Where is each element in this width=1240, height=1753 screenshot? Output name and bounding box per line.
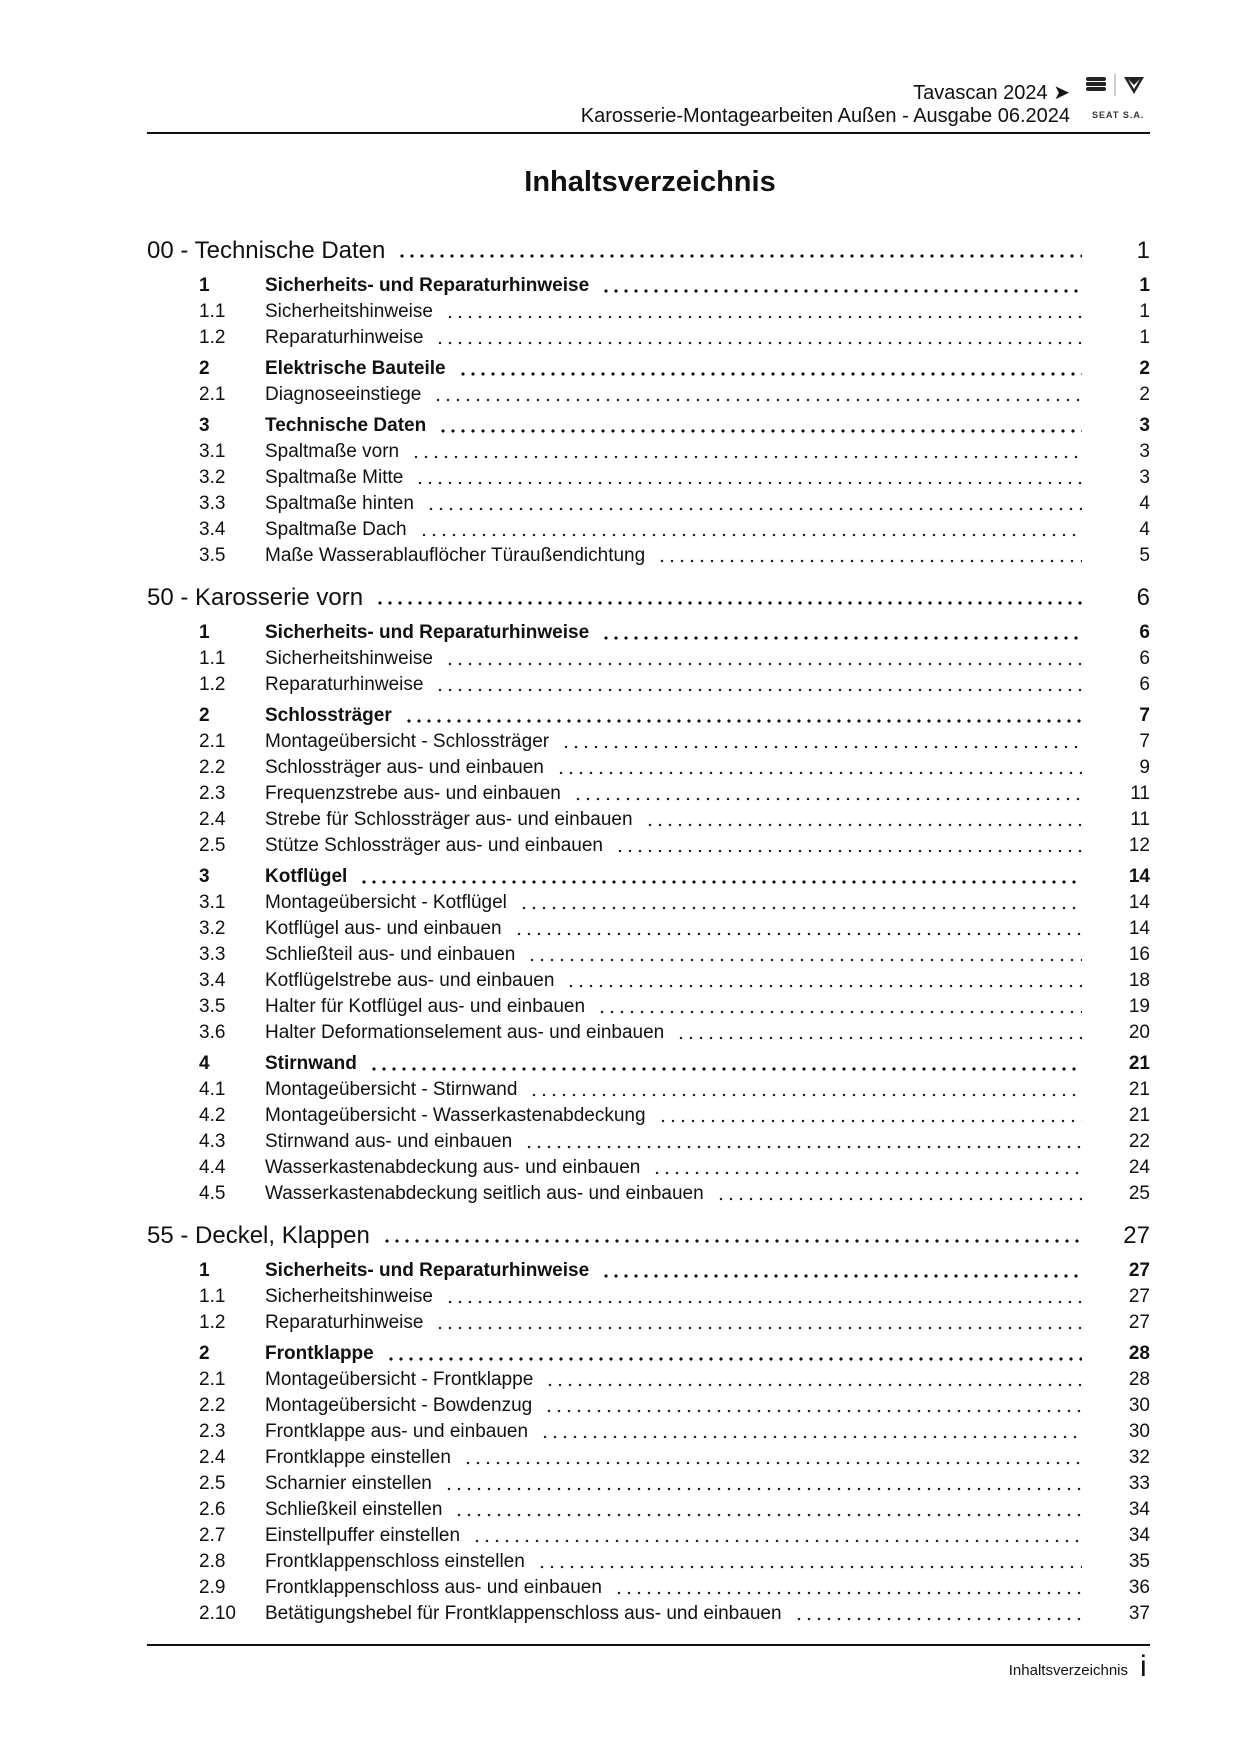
toc-entry-label: Scharnier einstellen: [265, 1473, 432, 1494]
toc-entry-page: 3: [1139, 415, 1150, 436]
toc-entry-number: 2.6: [199, 1499, 226, 1520]
toc-entry-number: 2.3: [199, 783, 226, 804]
dot-leader: [435, 341, 1082, 345]
toc-entry-number: 3.3: [199, 944, 226, 965]
toc-entry-page: 6: [1139, 622, 1150, 643]
toc-entry-sec[interactable]: [147, 273, 1150, 299]
toc-entry-page: 27: [1123, 1222, 1150, 1249]
toc-entry-label: Montageübersicht - Frontklappe: [265, 1369, 534, 1390]
dot-leader: [652, 1171, 1082, 1175]
dot-leader: [561, 745, 1082, 749]
dot-leader: [529, 1093, 1082, 1097]
toc-entry-number: 3.1: [199, 892, 226, 913]
dot-leader: [614, 1591, 1082, 1595]
toc-entry-sub[interactable]: [147, 890, 1150, 916]
dot-leader: [397, 254, 1082, 258]
dot-leader: [537, 1565, 1082, 1569]
toc-entry-label: Montageübersicht - Schlossträger: [265, 731, 550, 752]
toc-entry-page: 9: [1139, 757, 1150, 778]
model-text: Tavascan 2024: [913, 82, 1048, 104]
toc-entry-label: Reparaturhinweise: [265, 1312, 424, 1333]
toc-entry-chap[interactable]: [147, 234, 1150, 268]
toc-entry-number: 1: [199, 1260, 210, 1281]
dot-leader: [415, 481, 1082, 485]
dot-leader: [524, 1145, 1082, 1149]
dot-leader: [369, 1067, 1082, 1071]
toc-entry-number: 3.6: [199, 1022, 226, 1043]
toc-entry-label: Spaltmaße Dach: [265, 519, 407, 540]
page-title: Inhaltsverzeichnis: [524, 166, 776, 198]
toc-entry-label: Frequenzstrebe aus- und einbauen: [265, 783, 561, 804]
toc-entry-label: Spaltmaße hinten: [265, 493, 414, 514]
toc-entry-page: 5: [1139, 545, 1150, 566]
toc-entry-number: 1.2: [199, 327, 226, 348]
toc-entry-page: 14: [1128, 918, 1150, 939]
toc-entry-label: Frontklappe aus- und einbauen: [265, 1421, 529, 1442]
toc-entry-label: Wasserkastenabdeckung seitlich aus- und einbauen: [265, 1183, 704, 1204]
toc-entry-label: Sicherheits- und Reparaturhinweise: [265, 622, 590, 643]
toc-entry-page: 6: [1136, 584, 1150, 611]
toc-entry-sub[interactable]: [147, 439, 1150, 465]
toc-entry-number: 3.2: [199, 918, 226, 939]
header-rule: [147, 132, 1150, 134]
toc-entry-label: Reparaturhinweise: [265, 327, 424, 348]
dot-leader: [359, 880, 1082, 884]
toc-entry-sub[interactable]: [147, 1575, 1150, 1601]
footer-section: Inhaltsverzeichnis: [1008, 1662, 1128, 1679]
toc-entry-label: Schließkeil einstellen: [265, 1499, 443, 1520]
toc-entry-sub[interactable]: [147, 916, 1150, 942]
header-subtitle: Karosserie-Montagearbeiten Außen - Ausgabe 06.2024: [580, 105, 1070, 127]
toc-entry-number: 2.1: [199, 1369, 226, 1390]
toc-entry-sub[interactable]: [147, 543, 1150, 569]
toc-entry-sub[interactable]: [147, 1601, 1150, 1627]
toc-entry-sub[interactable]: [147, 465, 1150, 491]
toc-entry-sub[interactable]: [147, 807, 1150, 833]
dot-leader: [716, 1197, 1082, 1201]
toc-entry-sub[interactable]: [147, 968, 1150, 994]
dot-leader: [438, 429, 1082, 433]
toc-entry-label: Stirnwand aus- und einbauen: [265, 1131, 513, 1152]
toc-entry-label: Montageübersicht - Kotflügel: [265, 892, 507, 913]
toc-entry-number: 2: [199, 1343, 210, 1364]
toc-entry-page: 19: [1128, 996, 1150, 1017]
toc-entry-page: 34: [1128, 1525, 1150, 1546]
dot-leader: [433, 398, 1082, 402]
dot-leader: [794, 1617, 1082, 1621]
toc-entry-number: 4: [199, 1053, 210, 1074]
toc-entry-sub[interactable]: [147, 1549, 1150, 1575]
toc-entry-label: 55 - Deckel, Klappen: [147, 1222, 370, 1249]
toc-entry-sub[interactable]: [147, 1310, 1150, 1336]
toc-entry-number: 2.8: [199, 1551, 226, 1572]
toc-entry-label: Kotflügelstrebe aus- und einbauen: [265, 970, 555, 991]
dot-leader: [463, 1461, 1082, 1465]
toc-entry-sub[interactable]: [147, 646, 1150, 672]
toc-entry-number: 1.2: [199, 1312, 226, 1333]
toc-entry-page: 30: [1128, 1395, 1150, 1416]
dot-leader: [645, 823, 1082, 827]
toc-entry-sub[interactable]: [147, 1367, 1150, 1393]
toc-entry-sub[interactable]: [147, 1497, 1150, 1523]
toc-entry-page: 18: [1128, 970, 1150, 991]
toc-entry-sec[interactable]: [147, 864, 1150, 890]
dot-leader: [601, 1274, 1082, 1278]
toc-entry-number: 2.4: [199, 1447, 226, 1468]
dot-leader: [657, 559, 1082, 563]
toc-entry-page: 1: [1136, 237, 1150, 264]
toc-entry-number: 2.5: [199, 835, 226, 856]
toc-entry-page: 28: [1128, 1369, 1150, 1390]
toc-entry-sec[interactable]: [147, 356, 1150, 382]
dot-leader: [566, 984, 1082, 988]
toc-entry-label: Schließteil aus- und einbauen: [265, 944, 516, 965]
toc-entry-label: Reparaturhinweise: [265, 674, 424, 695]
toc-entry-label: Stütze Schlossträger aus- und einbauen: [265, 835, 603, 856]
toc-entry-label: Spaltmaße vorn: [265, 441, 400, 462]
dot-leader: [658, 1119, 1082, 1123]
toc-entry-label: Schlossträger: [265, 705, 392, 726]
dot-leader: [386, 1357, 1082, 1361]
toc-entry-page: 21: [1128, 1105, 1150, 1126]
dot-leader: [435, 688, 1082, 692]
toc-entry-sec[interactable]: [147, 1258, 1150, 1284]
toc-entry-number: 3.4: [199, 519, 226, 540]
toc-entry-page: 24: [1128, 1157, 1150, 1178]
toc-entry-page: 1: [1139, 301, 1150, 322]
toc-entry-label: Sicherheitshinweise: [265, 1286, 433, 1307]
toc-entry-chap[interactable]: [147, 1219, 1150, 1253]
toc-entry-sub[interactable]: [147, 833, 1150, 859]
dot-leader: [527, 958, 1082, 962]
toc-entry-number: 2.7: [199, 1525, 226, 1546]
toc-entry-number: 3.2: [199, 467, 226, 488]
toc-entry-sec[interactable]: [147, 703, 1150, 729]
toc-entry-sub[interactable]: [147, 1129, 1150, 1155]
toc-entry-label: Halter für Kotflügel aus- und einbauen: [265, 996, 586, 1017]
toc-entry-number: 2: [199, 358, 210, 379]
toc-entry-number: 3.4: [199, 970, 226, 991]
toc-entry-number: 4.4: [199, 1157, 226, 1178]
dot-leader: [445, 662, 1082, 666]
dot-leader: [519, 906, 1082, 910]
toc-entry-label: Sicherheits- und Reparaturhinweise: [265, 275, 590, 296]
toc-entry-label: Technische Daten: [265, 415, 427, 436]
dot-leader: [597, 1010, 1082, 1014]
dot-leader: [545, 1383, 1082, 1387]
toc-entry-number: 2.3: [199, 1421, 226, 1442]
toc-entry-page: 4: [1139, 519, 1150, 540]
dot-leader: [514, 932, 1082, 936]
dot-leader: [573, 797, 1082, 801]
toc-entry-number: 2.5: [199, 1473, 226, 1494]
toc-entry-page: 16: [1128, 944, 1150, 965]
toc-entry-page: 28: [1128, 1343, 1150, 1364]
toc-entry-sec[interactable]: [147, 1051, 1150, 1077]
dot-leader: [544, 1409, 1082, 1413]
toc-entry-label: Sicherheits- und Reparaturhinweise: [265, 1260, 590, 1281]
toc-entry-page: 7: [1139, 731, 1150, 752]
dot-leader: [419, 533, 1082, 537]
toc-entry-number: 3: [199, 866, 210, 887]
toc-entry-number: 3.5: [199, 545, 226, 566]
toc-entry-page: 6: [1139, 674, 1150, 695]
dot-leader: [454, 1513, 1082, 1517]
toc-entry-sub[interactable]: [147, 1284, 1150, 1310]
toc-entry-sub[interactable]: [147, 1155, 1150, 1181]
toc-entry-label: Frontklappenschloss aus- und einbauen: [265, 1577, 602, 1598]
dot-leader: [444, 1487, 1082, 1491]
toc-entry-page: 1: [1139, 275, 1150, 296]
dot-leader: [382, 1239, 1082, 1243]
toc-entry-page: 34: [1128, 1499, 1150, 1520]
dot-leader: [540, 1435, 1082, 1439]
toc-entry-label: Strebe für Schlossträger aus- und einbauen: [265, 809, 633, 830]
toc-entry-number: 2.4: [199, 809, 226, 830]
toc-entry-sub[interactable]: [147, 729, 1150, 755]
toc-entry-label: Diagnoseeinstiege: [265, 384, 422, 405]
toc-entry-number: 1: [199, 622, 210, 643]
toc-entry-sec[interactable]: [147, 620, 1150, 646]
toc-entry-number: 4.1: [199, 1079, 226, 1100]
footer-page-number: i: [1140, 1650, 1147, 1683]
toc-entry-label: Montageübersicht - Stirnwand: [265, 1079, 518, 1100]
toc-entry-label: Kotflügel aus- und einbauen: [265, 918, 502, 939]
toc-entry-page: 21: [1128, 1079, 1150, 1100]
toc-entry-page: 32: [1128, 1447, 1150, 1468]
toc-entry-number: 2.2: [199, 1395, 226, 1416]
toc-entry-number: 2.1: [199, 384, 226, 405]
toc-entry-page: 27: [1128, 1260, 1150, 1281]
toc-entry-label: Stirnwand: [265, 1053, 357, 1074]
toc-entry-number: 4.5: [199, 1183, 226, 1204]
dot-leader: [435, 1326, 1082, 1330]
toc-entry-page: 6: [1139, 648, 1150, 669]
toc-entry-number: 3.5: [199, 996, 226, 1017]
toc-entry-page: 27: [1128, 1286, 1150, 1307]
toc-entry-label: Frontklappenschloss einstellen: [265, 1551, 525, 1572]
toc-entry-number: 3.3: [199, 493, 226, 514]
toc-entry-number: 4.3: [199, 1131, 226, 1152]
toc-entry-number: 1.1: [199, 648, 226, 669]
toc-entry-label: Elektrische Bauteile: [265, 358, 446, 379]
dot-leader: [556, 771, 1082, 775]
toc-entry-label: 00 - Technische Daten: [147, 237, 386, 264]
toc-entry-label: Sicherheitshinweise: [265, 301, 433, 322]
dot-leader: [375, 601, 1082, 605]
toc-entry-sub[interactable]: [147, 517, 1150, 543]
toc-entry-page: 3: [1139, 467, 1150, 488]
dot-leader: [601, 289, 1082, 293]
toc-entry-sub[interactable]: [147, 1103, 1150, 1129]
table-of-contents: [147, 234, 1150, 1627]
toc-entry-label: Kotflügel: [265, 866, 348, 887]
toc-entry-page: 14: [1128, 866, 1150, 887]
toc-entry-sub[interactable]: [147, 755, 1150, 781]
toc-entry-number: 1.1: [199, 301, 226, 322]
toc-entry-page: 7: [1139, 705, 1150, 726]
toc-entry-number: 2.9: [199, 1577, 226, 1598]
dot-leader: [676, 1036, 1082, 1040]
toc-entry-label: Einstellpuffer einstellen: [265, 1525, 461, 1546]
toc-entry-page: 2: [1139, 384, 1150, 405]
toc-entry-label: Wasserkastenabdeckung aus- und einbauen: [265, 1157, 641, 1178]
toc-entry-page: 20: [1128, 1022, 1150, 1043]
toc-entry-number: 2.2: [199, 757, 226, 778]
dot-leader: [426, 507, 1082, 511]
toc-entry-number: 2.10: [199, 1603, 236, 1624]
dot-leader: [601, 636, 1082, 640]
toc-entry-sub[interactable]: [147, 781, 1150, 807]
dot-leader: [458, 372, 1082, 376]
toc-entry-sub[interactable]: [147, 491, 1150, 517]
toc-entry-number: 1: [199, 275, 210, 296]
toc-entry-number: 4.2: [199, 1105, 226, 1126]
toc-entry-sub[interactable]: [147, 299, 1150, 325]
toc-entry-page: 27: [1128, 1312, 1150, 1333]
arrow-icon: ➤: [1053, 82, 1070, 104]
toc-entry-label: Montageübersicht - Wasserkastenabdeckung: [265, 1105, 646, 1126]
toc-entry-sub[interactable]: [147, 1020, 1150, 1046]
toc-entry-label: Halter Deformationselement aus- und einbauen: [265, 1022, 665, 1043]
toc-entry-page: 4: [1139, 493, 1150, 514]
toc-entry-label: Betätigungshebel für Frontklappenschloss aus- und einbauen: [265, 1603, 782, 1624]
toc-entry-number: 2.1: [199, 731, 226, 752]
toc-entry-sub[interactable]: [147, 1077, 1150, 1103]
toc-entry-label: Spaltmaße Mitte: [265, 467, 404, 488]
toc-entry-chap[interactable]: [147, 581, 1150, 615]
toc-entry-page: 25: [1128, 1183, 1150, 1204]
dot-leader: [445, 1300, 1082, 1304]
toc-entry-sec[interactable]: [147, 1341, 1150, 1367]
toc-entry-sub[interactable]: [147, 672, 1150, 698]
toc-entry-page: 37: [1128, 1603, 1150, 1624]
footer-rule: [147, 1644, 1150, 1646]
toc-entry-label: Maße Wasserablauflöcher Türaußendichtung: [265, 545, 646, 566]
toc-entry-page: 30: [1128, 1421, 1150, 1442]
header-model: [913, 80, 1070, 105]
toc-entry-sub[interactable]: [147, 1523, 1150, 1549]
toc-entry-sub[interactable]: [147, 1419, 1150, 1445]
toc-entry-sub[interactable]: [147, 1445, 1150, 1471]
toc-entry-page: 3: [1139, 441, 1150, 462]
toc-entry-page: 36: [1128, 1577, 1150, 1598]
toc-entry-page: 1: [1139, 327, 1150, 348]
dot-leader: [615, 849, 1082, 853]
toc-entry-page: 11: [1130, 783, 1150, 804]
toc-entry-page: 12: [1128, 835, 1150, 856]
toc-entry-page: 35: [1128, 1551, 1150, 1572]
toc-entry-sub[interactable]: [147, 1181, 1150, 1207]
toc-entry-page: 2: [1139, 358, 1150, 379]
toc-entry-label: Frontklappe: [265, 1343, 374, 1364]
toc-entry-sub[interactable]: [147, 1471, 1150, 1497]
toc-entry-label: Frontklappe einstellen: [265, 1447, 451, 1468]
toc-entry-sub[interactable]: [147, 994, 1150, 1020]
toc-entry-label: Montageübersicht - Bowdenzug: [265, 1395, 533, 1416]
toc-entry-number: 2: [199, 705, 210, 726]
logo-text: SEAT S.A.: [1092, 110, 1145, 120]
toc-entry-number: 3.1: [199, 441, 226, 462]
toc-entry-label: 50 - Karosserie vorn: [147, 584, 364, 611]
dot-leader: [472, 1539, 1082, 1543]
toc-entry-sub[interactable]: [147, 942, 1150, 968]
toc-entry-sub[interactable]: [147, 325, 1150, 351]
toc-entry-page: 21: [1128, 1053, 1150, 1074]
toc-entry-sub[interactable]: [147, 382, 1150, 408]
toc-entry-sub[interactable]: [147, 1393, 1150, 1419]
toc-entry-sec[interactable]: [147, 413, 1150, 439]
toc-entry-number: 1.2: [199, 674, 226, 695]
toc-entry-page: 14: [1128, 892, 1150, 913]
toc-entry-label: Sicherheitshinweise: [265, 648, 433, 669]
toc-entry-label: Schlossträger aus- und einbauen: [265, 757, 544, 778]
toc-entry-page: 22: [1128, 1131, 1150, 1152]
toc-entry-page: 33: [1128, 1473, 1150, 1494]
dot-leader: [404, 719, 1082, 723]
toc-entry-number: 1.1: [199, 1286, 226, 1307]
dot-leader: [411, 455, 1082, 459]
toc-entry-number: 3: [199, 415, 210, 436]
dot-leader: [445, 315, 1082, 319]
toc-entry-page: 11: [1130, 809, 1150, 830]
